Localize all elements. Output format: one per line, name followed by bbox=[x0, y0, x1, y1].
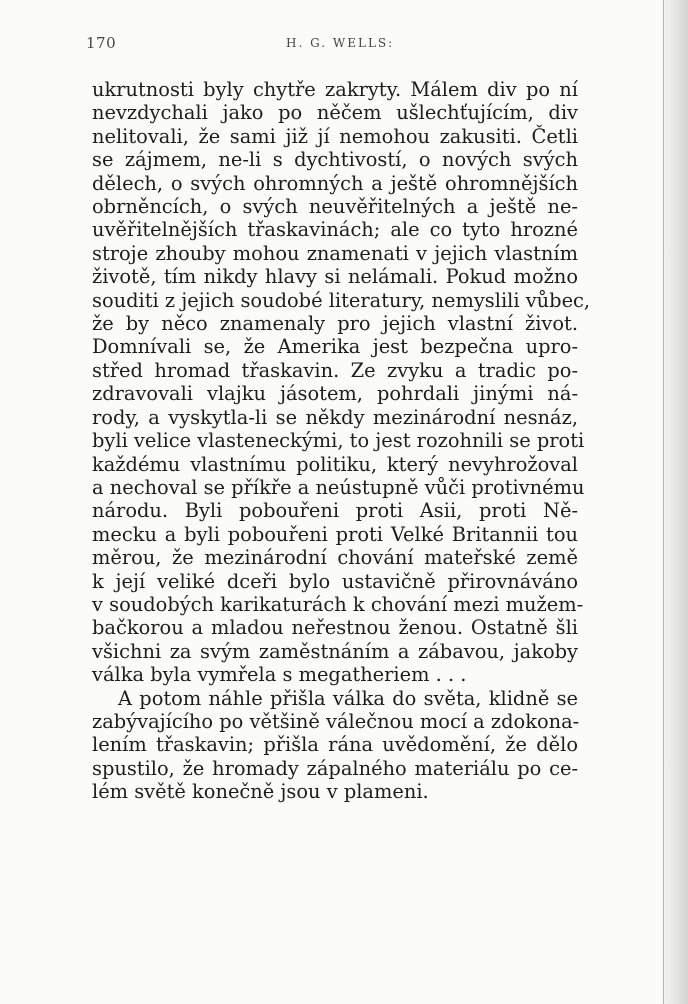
text-line: souditi z jejich soudobé literatury, nemyslili vůbec, bbox=[92, 288, 591, 312]
page-number: 170 bbox=[86, 34, 117, 52]
text-line: životě, tím nikdy hlavy si nelámali. Pokud možno bbox=[92, 265, 578, 289]
text-line: všichni za svým zaměstnáním a zábavou, jakoby bbox=[92, 639, 578, 663]
text-line: nelitovali, že sami již jí nemohou zakusiti. Četli bbox=[92, 124, 578, 148]
text-line: dělech, o svých ohromných a ještě ohromnějších bbox=[92, 171, 578, 195]
text-line: měrou, že mezinárodní chování mateřské země bbox=[92, 546, 578, 570]
text-line: a nechoval se příkře a neústupně vůči protivnému bbox=[92, 475, 585, 499]
text-line: A potom náhle přišla válka do světa, klidně se bbox=[118, 686, 578, 710]
text-line: byli velice vlasteneckými, to jest rozohnili se proti bbox=[92, 429, 585, 453]
text-line: zdravovali vlajku jásotem, pohrdali jinými ná- bbox=[92, 382, 578, 406]
text-line: střed hromad třaskavin. Ze zvyku a tradic po- bbox=[92, 358, 578, 382]
page-edge-shadow bbox=[662, 0, 688, 1004]
paragraph-2 bbox=[92, 687, 578, 804]
text-line: lením třaskavin; přišla rána uvědomění, že dělo bbox=[92, 733, 578, 757]
text-line: bačkorou a mladou neřestnou ženou. Ostatně šli bbox=[92, 616, 578, 640]
text-line: rody, a vyskytla-li se někdy mezinárodní nesnáz, bbox=[92, 405, 578, 429]
text-line: válka byla vymřela s megatheriem . . . bbox=[92, 663, 467, 687]
text-line: zabývajícího po většině válečnou mocí a zdokona- bbox=[92, 709, 580, 733]
text-line: spustilo, že hromady zápalného materiálu po ce- bbox=[92, 756, 578, 780]
paragraph-1 bbox=[92, 78, 591, 687]
text-line: obrněncích, o svých neuvěřitelných a ještě ne- bbox=[92, 195, 578, 219]
text-line: stroje zhouby mohou znamenati v jejich vlastním bbox=[92, 241, 578, 265]
text-line: že by něco znamenaly pro jejich vlastní život. bbox=[92, 312, 578, 336]
text-line: uvěřitelnějších třaskavinách; ale co tyto hrozné bbox=[92, 218, 578, 242]
text-line: ukrutnosti byly chytře zakryty. Málem div po ní bbox=[92, 78, 578, 101]
text-line: národu. Byli pobouřeni proti Asii, proti Ně- bbox=[92, 499, 578, 523]
text-line: mecku a byli pobouřeni proti Velké Britannii tou bbox=[92, 522, 578, 546]
running-head: H. G. WELLS: bbox=[286, 36, 395, 50]
body-text bbox=[92, 78, 591, 804]
text-line: nevzdychali jako po něčem ušlechťujícím, div bbox=[92, 101, 578, 125]
text-line: lém světě konečně jsou v plameni. bbox=[92, 780, 429, 804]
page-gutter-line bbox=[663, 0, 664, 1004]
text-line: Domnívali se, že Amerika jest bezpečna upro- bbox=[92, 335, 578, 359]
text-line: každému vlastnímu politiku, který nevyhrožoval bbox=[92, 452, 578, 476]
text-line: se zájmem, ne-li s dychtivostí, o nových svých bbox=[92, 148, 578, 172]
page-header bbox=[86, 34, 586, 54]
text-line: v soudobých karikaturách k chování mezi mužem- bbox=[92, 592, 584, 616]
text-line: k její veliké dceři bylo ustavičně přirovnáváno bbox=[92, 569, 578, 593]
